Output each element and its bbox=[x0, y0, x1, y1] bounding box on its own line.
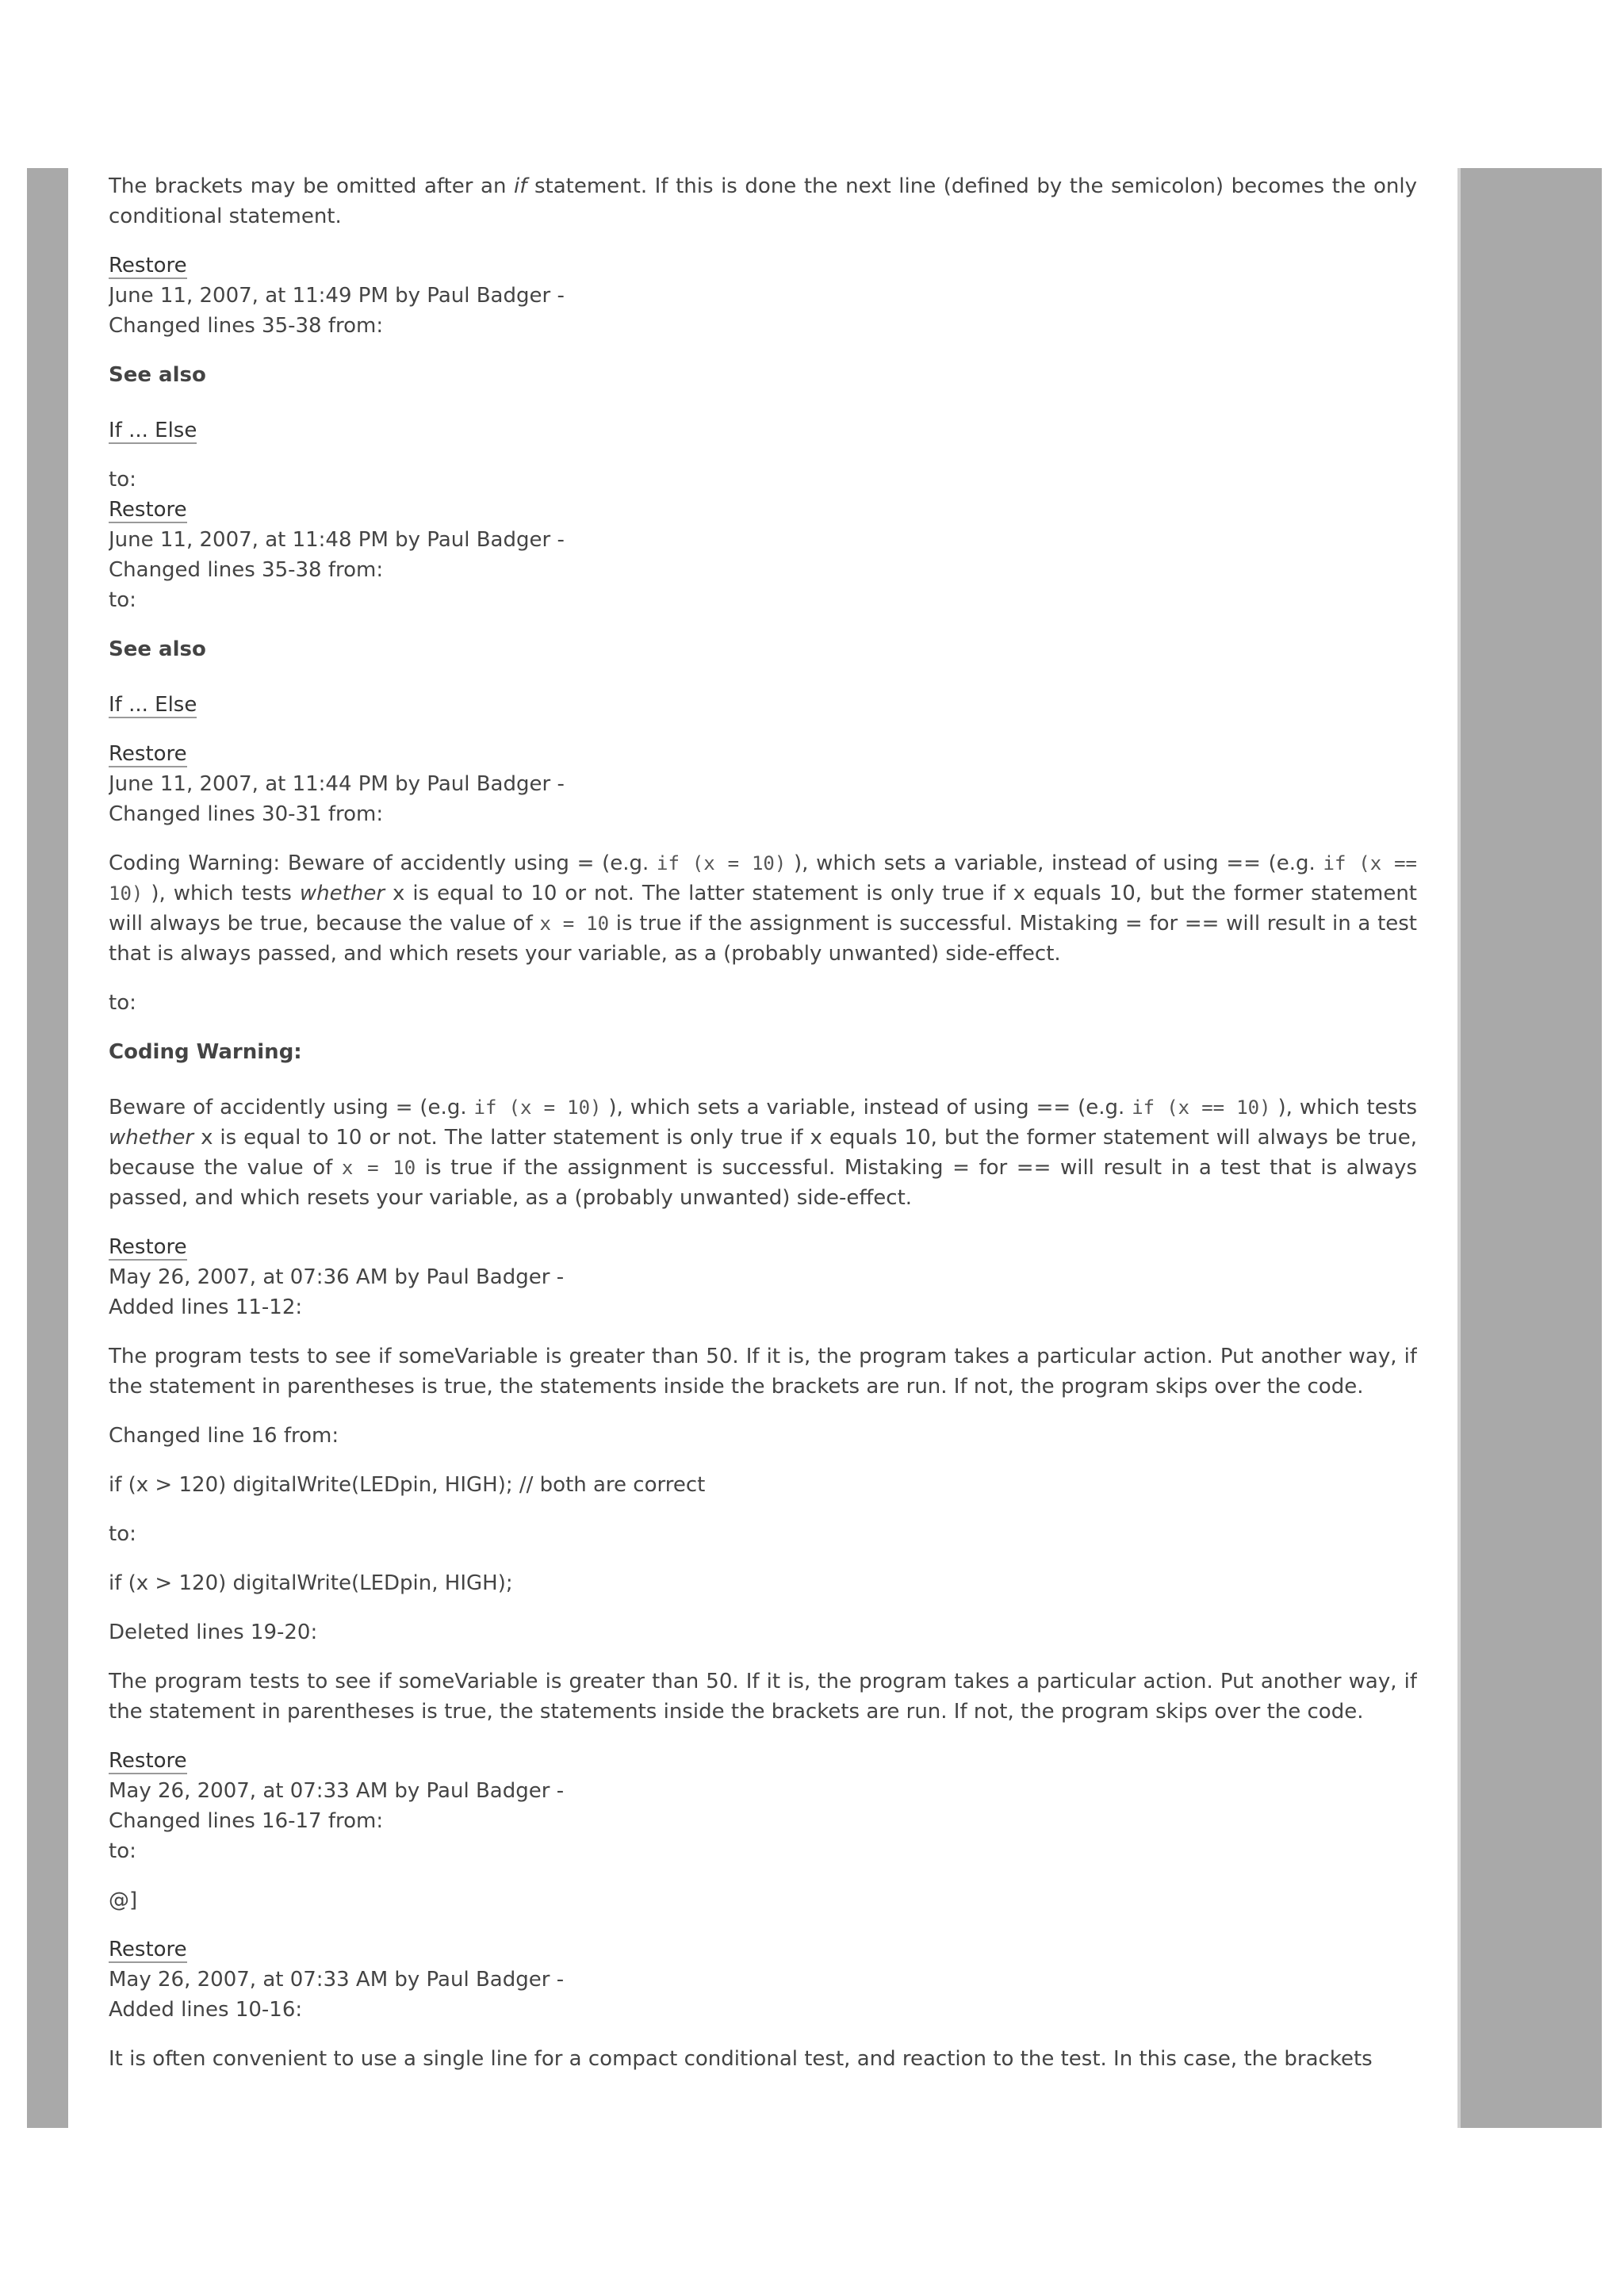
restore-link[interactable]: Restore bbox=[109, 1938, 187, 1961]
revision-to: to: bbox=[109, 468, 136, 492]
revision-entry bbox=[109, 739, 1417, 829]
revision-entry bbox=[109, 1934, 1417, 2025]
revision-date: June 11, 2007, at 11:48 PM by Paul Badger - bbox=[109, 528, 565, 552]
see-also-heading: See also bbox=[109, 637, 206, 661]
revision-to: to: bbox=[109, 991, 136, 1015]
left-sidebar-bar bbox=[27, 168, 68, 2128]
revision-date: June 11, 2007, at 11:44 PM by Paul Badger - bbox=[109, 772, 565, 796]
revision-date: June 11, 2007, at 11:49 PM by Paul Badger - bbox=[109, 284, 565, 308]
restore-link[interactable]: Restore bbox=[109, 254, 187, 277]
code-line-from: if (x > 120) digitalWrite(LEDpin, HIGH); // both are correct bbox=[109, 1473, 706, 1497]
restore-link[interactable]: Restore bbox=[109, 498, 187, 522]
revision-change: Changed lines 16-17 from: bbox=[109, 1809, 384, 1833]
restore-link[interactable]: Restore bbox=[109, 1749, 187, 1773]
revision-to: to: bbox=[109, 588, 136, 612]
coding-warning-new: Beware of accidently using = (e.g. if (x = 10) ), which sets a variable, instead of using == (e.g. if (x == 10) ), which tests whether x is equal to 10 or not. The latter statement is only true if x equals 10, but the former statement will always be true, because the value of x = 10 is true if the assignment is successful. Mistaking = for == will result in a test that is always passed, and which resets your variable, as a (probably unwanted) side-effect. bbox=[109, 1096, 1417, 1210]
if-else-link[interactable]: If ... Else bbox=[109, 693, 197, 717]
if-else-link[interactable]: If ... Else bbox=[109, 419, 197, 442]
program-test-paragraph: The program tests to see if someVariable is greater than 50. If it is, the program takes a particular action. Put another way, if the statement in parentheses is true, the statements inside the brackets are run. If not, the program skips over the code. bbox=[109, 1670, 1417, 1724]
see-also-heading: See also bbox=[109, 363, 206, 387]
revision-date: May 26, 2007, at 07:33 AM by Paul Badger - bbox=[109, 1779, 565, 1803]
changed-line-label: Changed line 16 from: bbox=[109, 1424, 339, 1448]
revision-change: Changed lines 30-31 from: bbox=[109, 802, 384, 826]
coding-warning-heading: Coding Warning: bbox=[109, 1040, 302, 1064]
revision-to: to: bbox=[109, 1839, 136, 1863]
restore-link[interactable]: Restore bbox=[109, 742, 187, 766]
revision-date: May 26, 2007, at 07:33 AM by Paul Badger - bbox=[109, 1968, 565, 1992]
revision-entry bbox=[109, 1232, 1417, 1322]
code-line-to: if (x > 120) digitalWrite(LEDpin, HIGH); bbox=[109, 1571, 513, 1595]
revision-change: Changed lines 35-38 from: bbox=[109, 558, 384, 582]
restore-link[interactable]: Restore bbox=[109, 1235, 187, 1259]
revision-entry bbox=[109, 1746, 1417, 1866]
program-test-paragraph: The program tests to see if someVariable is greater than 50. If it is, the program takes a particular action. Put another way, if the statement in parentheses is true, the statements inside the brackets are run. If not, the program skips over the code. bbox=[109, 1345, 1417, 1399]
revision-change: Added lines 10-16: bbox=[109, 1998, 303, 2022]
right-sidebar-bar bbox=[1461, 168, 1602, 2128]
revision-entry bbox=[109, 465, 1417, 615]
page-history-content bbox=[109, 168, 1417, 2128]
compact-test-paragraph: It is often convenient to use a single line for a compact conditional test, and reaction to the test. In this case, the brackets bbox=[109, 2047, 1373, 2071]
revision-change: Added lines 11-12: bbox=[109, 1295, 303, 1319]
revision-date: May 26, 2007, at 07:36 AM by Paul Badger - bbox=[109, 1265, 565, 1289]
coding-warning-old: Coding Warning: Beware of accidently using = (e.g. if (x = 10) ), which sets a variable, instead of using == (e.g. if (x == 10) ), which tests whether x is equal to 10 or not. The latter statement is only true if x equals 10, but the former statement will always be true, because the value of x = 10 is true if the assignment is successful. Mistaking = for == will result in a test that is always passed, and which resets your variable, as a (probably unwanted) side-effect. bbox=[109, 851, 1417, 966]
deleted-lines-label: Deleted lines 19-20: bbox=[109, 1621, 318, 1644]
revision-change: Changed lines 35-38 from: bbox=[109, 314, 384, 338]
intro-paragraph: The brackets may be omitted after an if statement. If this is done the next line (defined by the semicolon) becomes the only conditional statement. bbox=[109, 174, 1417, 228]
revision-entry bbox=[109, 251, 1417, 341]
revision-to: to: bbox=[109, 1522, 136, 1546]
snippet-text: @] bbox=[109, 1888, 138, 1912]
